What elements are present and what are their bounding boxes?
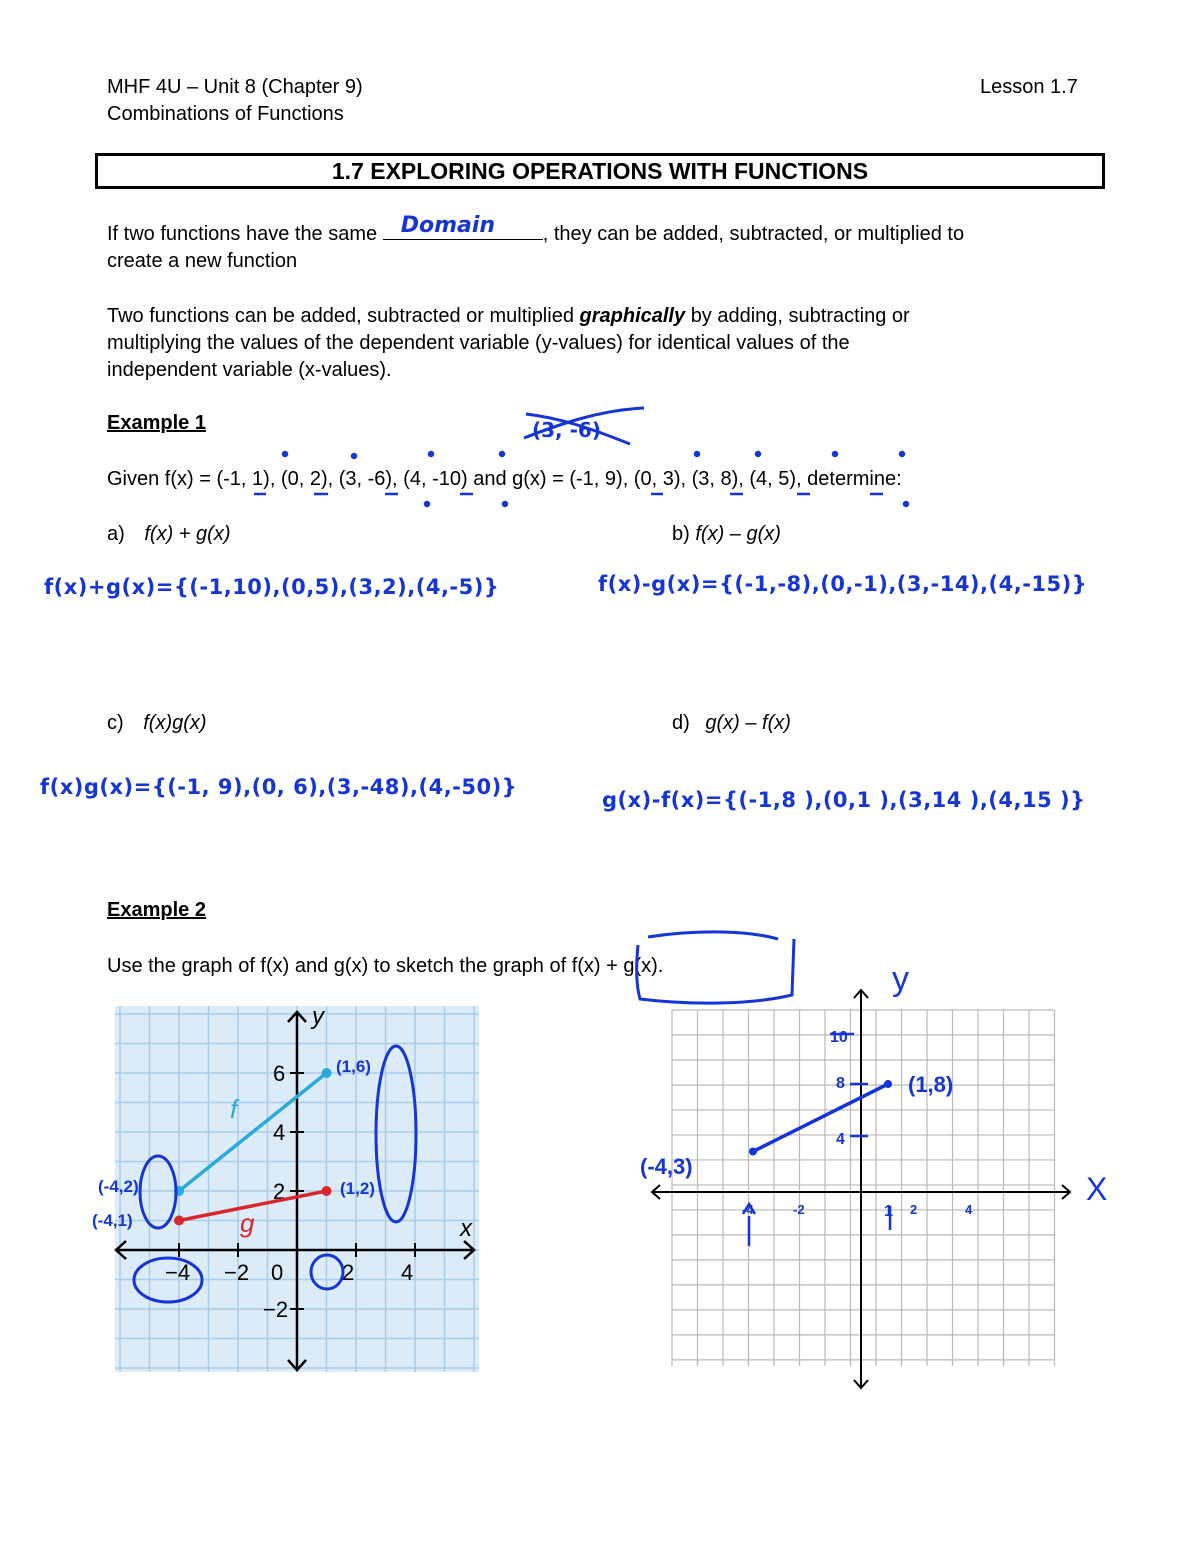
domain-blank — [383, 213, 543, 240]
part-b-answer: f(x)-g(x)={(-1,-8),(0,-1),(3,-14),(4,-15)} — [598, 572, 1088, 596]
note-g-start: (-4,1) — [92, 1211, 133, 1230]
graph1-y-label: y — [312, 1003, 324, 1030]
g-point-end — [322, 1186, 332, 1196]
unit-title: Combinations of Functions — [107, 103, 344, 125]
page-title: 1.7 EXPLORING OPERATIONS WITH FUNCTIONS — [95, 153, 1105, 189]
part-b-expr: f(x) – g(x) — [695, 523, 781, 545]
domain-answer: Domain — [400, 213, 496, 238]
g-label: g — [240, 1208, 255, 1238]
intro-line-2: create a new function — [107, 250, 298, 272]
note-f-start: (-4,2) — [98, 1177, 139, 1196]
example-2-heading: Example 2 — [107, 899, 206, 921]
graph1-y-tick: 6 — [273, 1061, 286, 1086]
p2-line-2: multiplying the values of the dependent variable (y-values) for identical values of the — [107, 332, 850, 354]
lesson-number: Lesson 1.7 — [980, 76, 1078, 98]
part-b — [672, 521, 781, 547]
sum-line — [753, 1084, 888, 1152]
example-2-instruction: Use the graph of f(x) and g(x) to sketch the graph of f(x) + g(x). — [107, 955, 664, 977]
graph2-ink-marks — [743, 1034, 890, 1246]
given-marks — [0, 440, 1200, 510]
intro-text-before: If two functions have the same — [107, 223, 378, 245]
part-d-answer: g(x)-f(x)={(-1,8 ),(0,1 ),(3,14 ),(4,15 )} — [602, 788, 1086, 812]
graph1-x-tick: −2 — [224, 1260, 250, 1285]
graph2-y-label: y — [892, 960, 909, 998]
graph-f-g — [90, 1000, 490, 1380]
y-tick-4: 4 — [836, 1131, 845, 1148]
graph1-x-tick: −4 — [165, 1260, 191, 1285]
y-tick-8: 8 — [836, 1075, 845, 1092]
graph2-axes — [652, 990, 1070, 1388]
graph-sum — [640, 960, 1110, 1400]
part-d-label: d) — [672, 712, 690, 734]
part-a — [107, 521, 230, 547]
graph1-x-tick: 0 — [271, 1260, 284, 1285]
part-c-expr: f(x)g(x) — [143, 712, 207, 734]
p2-emphasis: graphically — [579, 305, 686, 327]
part-c — [107, 710, 207, 736]
x-tick-m2: -2 — [793, 1202, 805, 1217]
part-c-answer: f(x)g(x)={(-1, 9),(0, 6),(3,-48),(4,-50)} — [40, 775, 518, 799]
x-tick-4: 4 — [965, 1202, 973, 1217]
graph1-y-tick: 4 — [273, 1120, 286, 1145]
part-a-expr: f(x) + g(x) — [144, 523, 231, 545]
p2-line-3: independent variable (x-values). — [107, 359, 392, 381]
example-1-given: Given f(x) = (-1, 1), (0, 2), (3, -6), (4, -10) and g(x) = (-1, 9), (0, 3), (3, 8), (4, 5), determine: — [107, 468, 902, 490]
part-b-label: b) — [672, 523, 690, 545]
crossed-note-text: (3, -6) — [532, 418, 601, 442]
note-sum-start: (-4,3) — [640, 1154, 693, 1179]
sum-point-start — [749, 1148, 757, 1156]
p2-text-2: by adding, subtracting or — [690, 305, 910, 327]
intro-paragraph-1 — [107, 213, 965, 247]
sum-point-end — [884, 1080, 892, 1088]
part-a-label: a) — [107, 523, 125, 545]
x-tick-1: 1 — [884, 1203, 893, 1220]
graph2-x-label: X — [1086, 1171, 1108, 1207]
part-d — [672, 710, 791, 736]
crossed-note — [532, 418, 601, 442]
f-label: f — [230, 1094, 238, 1124]
graph1-y-tick: −2 — [263, 1297, 289, 1322]
course-header: MHF 4U – Unit 8 (Chapter 9) — [107, 76, 363, 98]
part-d-expr: g(x) – f(x) — [705, 712, 791, 734]
note-g-end: (1,2) — [340, 1179, 375, 1198]
intro-paragraph-2 — [107, 303, 910, 329]
y-tick-10: 10 — [830, 1029, 848, 1046]
g-point-start — [174, 1216, 184, 1226]
graph1-x-tick: 2 — [342, 1260, 355, 1285]
p2-text-1: Two functions can be added, subtracted or multiplied — [107, 305, 574, 327]
part-c-label: c) — [107, 712, 124, 734]
graph2-grid — [672, 1010, 1055, 1366]
graph1-y-tick: 2 — [273, 1179, 286, 1204]
graph1-x-tick: 4 — [401, 1260, 414, 1285]
x-tick-m4: -4 — [742, 1202, 754, 1217]
f-point-end — [322, 1068, 332, 1078]
note-sum-end: (1,8) — [908, 1072, 954, 1097]
x-tick-2: 2 — [910, 1202, 918, 1217]
part-a-answer: f(x)+g(x)={(-1,10),(0,5),(3,2),(4,-5)} — [44, 575, 500, 599]
intro-text-after: , they can be added, subtracted, or multiplied to — [542, 223, 965, 245]
note-f-end: (1,6) — [336, 1057, 371, 1076]
graph1-x-label: x — [460, 1215, 472, 1242]
example-1-heading: Example 1 — [107, 412, 206, 434]
